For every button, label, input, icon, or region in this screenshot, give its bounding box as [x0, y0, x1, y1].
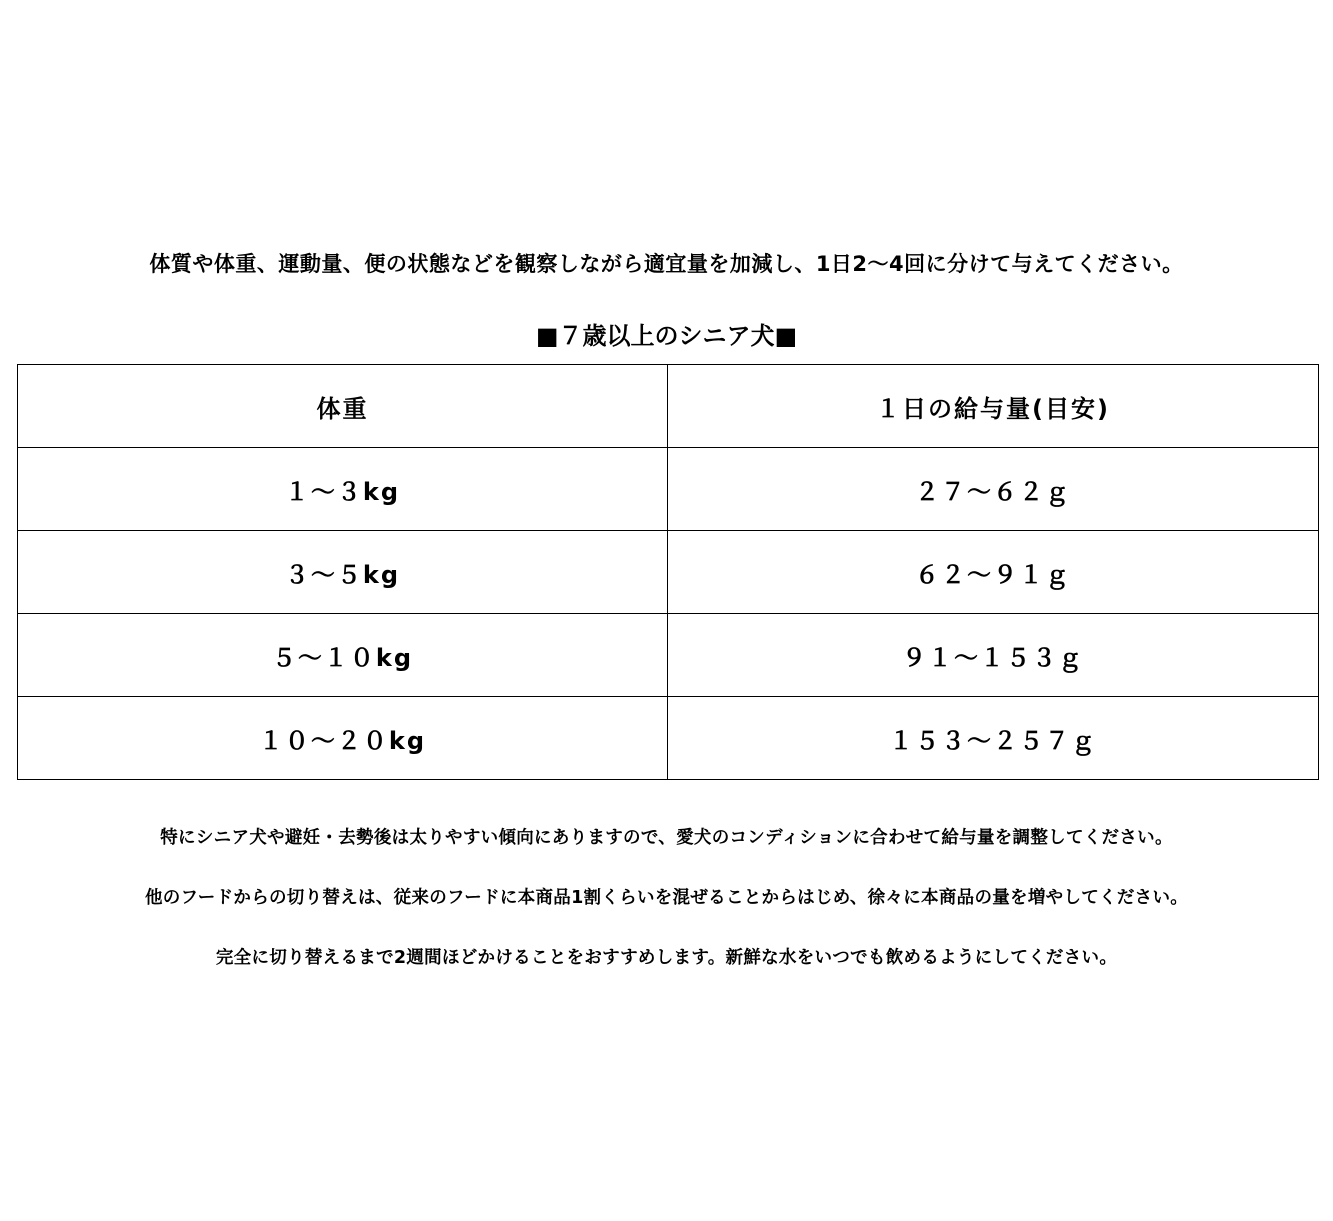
weight-cell: １～３kg — [18, 448, 668, 531]
weight-cell: ５～１０kg — [18, 614, 668, 697]
weight-cell: ３～５kg — [18, 531, 668, 614]
table-row — [18, 531, 1319, 614]
table-row — [18, 448, 1319, 531]
amount-cell: １５３～２５７ｇ — [668, 697, 1319, 780]
feeding-table — [17, 364, 1319, 780]
table-header-row — [18, 365, 1319, 448]
amount-cell: ６２～９１ｇ — [668, 531, 1319, 614]
amount-cell: ２７～６２ｇ — [668, 448, 1319, 531]
header-weight: 体重 — [18, 365, 668, 448]
notes-section — [0, 824, 1333, 1004]
header-daily-amount: １日の給与量(目安) — [668, 365, 1319, 448]
table-row — [18, 614, 1319, 697]
note-text: 完全に切り替えるまで2週間ほどかけることをおすすめします。新鮮な水をいつでも飲めるようにしてください。 — [215, 948, 1118, 968]
table-title: ■７歳以上のシニア犬■ — [535, 322, 798, 350]
note-text: 特にシニア犬や避妊・去勢後は太りやすい傾向にありますので、愛犬のコンディションに合わせて給与量を調整してください。 — [160, 828, 1173, 848]
note-text: 他のフードからの切り替えは、従来のフードに本商品1割くらいを混ぜることからはじめ、徐々に本商品の量を増やしてください。 — [144, 888, 1189, 908]
weight-cell: １０～２０kg — [18, 697, 668, 780]
table-row — [18, 697, 1319, 780]
amount-cell: ９１～１５３ｇ — [668, 614, 1319, 697]
intro-text: 体質や体重、運動量、便の状態などを観察しながら適宜量を加減し、1日2～4回に分けて与えてください。 — [149, 252, 1184, 276]
